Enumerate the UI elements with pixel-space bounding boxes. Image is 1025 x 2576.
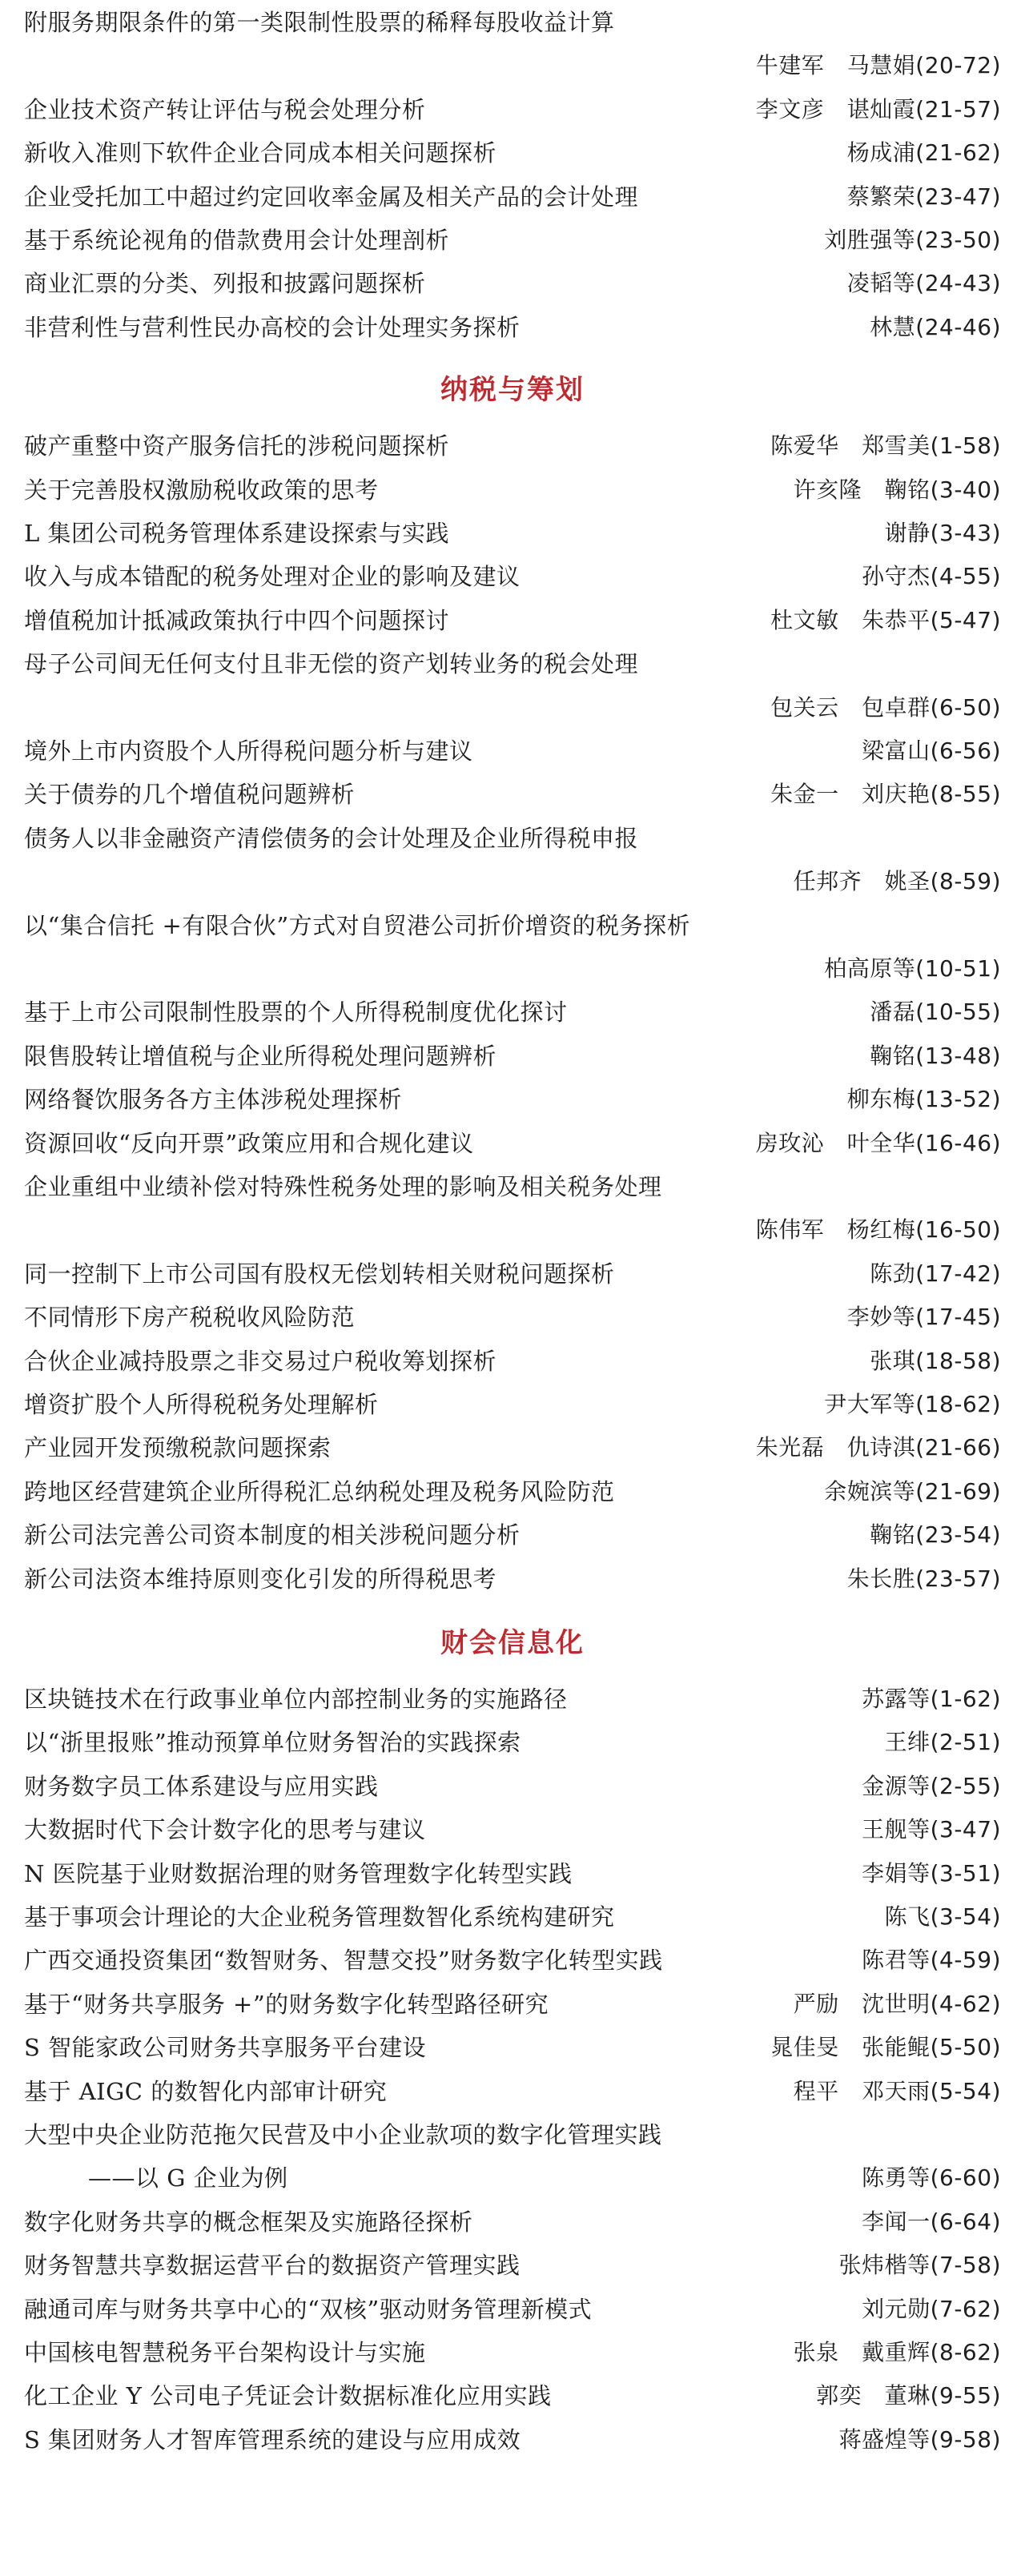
article-author-ref: 张琪(18-58) bbox=[870, 1347, 1001, 1374]
article-title: 基于“财务共享服务 +”的财务数字化转型路径研究 bbox=[24, 1990, 549, 2018]
toc-entry bbox=[24, 0, 1001, 43]
toc-entry bbox=[24, 1121, 1001, 1164]
article-author-ref: 杨成浦(21-62) bbox=[846, 139, 1001, 167]
article-title: 以“集合信托 +有限合伙”方式对自贸港公司折价增资的税务探析 bbox=[24, 911, 691, 939]
article-title: 化工企业 Y 公司电子凭证会计数据标准化应用实践 bbox=[24, 2382, 552, 2410]
toc-entry bbox=[24, 2287, 1001, 2330]
toc-entry bbox=[24, 1677, 1001, 1720]
toc-entry bbox=[24, 554, 1001, 597]
toc-entry bbox=[24, 424, 1001, 467]
toc-entry bbox=[24, 2112, 1001, 2156]
article-author-ref: 程平 邓天雨(5-54) bbox=[793, 2077, 1001, 2104]
toc-entry bbox=[24, 641, 1001, 685]
section-heading bbox=[0, 366, 1025, 414]
toc-entry bbox=[24, 43, 1001, 86]
article-author-ref: 蔡繁荣(23-47) bbox=[846, 183, 1001, 210]
toc-entry bbox=[24, 2330, 1001, 2373]
article-author-ref: 陈伟军 杨红梅(16-50) bbox=[755, 1216, 1001, 1244]
article-author-ref: 包关云 包卓群(6-50) bbox=[770, 693, 1001, 721]
article-title: 企业技术资产转让评估与税会处理分析 bbox=[24, 95, 426, 123]
article-author-ref: 陈爱华 郑雪美(1-58) bbox=[770, 432, 1001, 460]
article-title: 新公司法资本维持原则变化引发的所得税思考 bbox=[24, 1565, 497, 1593]
article-title: 增值税加计抵减政策执行中四个问题探讨 bbox=[24, 606, 450, 634]
article-title: 关于完善股权激励税收政策的思考 bbox=[24, 476, 379, 504]
article-author-ref: 陈勇等(6-60) bbox=[862, 2164, 1001, 2192]
article-title: N 医院基于业财数据治理的财务管理数字化转型实践 bbox=[24, 1859, 573, 1887]
toc-entry bbox=[24, 1557, 1001, 1600]
article-title: 非营利性与营利性民办高校的会计处理实务探析 bbox=[24, 313, 521, 341]
toc-entry bbox=[24, 2417, 1001, 2461]
article-title: 产业园开发预缴税款问题探索 bbox=[24, 1434, 332, 1462]
article-title: 资源回收“反向开票”政策应用和合规化建议 bbox=[24, 1129, 474, 1157]
toc-entry bbox=[24, 1851, 1001, 1895]
article-title: 企业受托加工中超过约定回收率金属及相关产品的会计处理 bbox=[24, 183, 639, 211]
article-title: 新公司法完善公司资本制度的相关涉税问题分析 bbox=[24, 1521, 521, 1549]
article-title: S 智能家政公司财务共享服务平台建设 bbox=[24, 2034, 427, 2062]
article-title: ——以 G 企业为例 bbox=[88, 2164, 288, 2192]
toc-entry bbox=[24, 1295, 1001, 1338]
article-author-ref: 刘胜强等(23-50) bbox=[824, 227, 1001, 253]
toc-entry bbox=[24, 511, 1001, 554]
article-title: 广西交通投资集团“数智财务、智慧交投”财务数字化转型实践 bbox=[24, 1947, 663, 1975]
article-author-ref: 鞠铭(13-48) bbox=[870, 1042, 1001, 1069]
toc-entry bbox=[24, 261, 1001, 304]
toc-entry bbox=[24, 1339, 1001, 1382]
article-author-ref: 刘元勋(7-62) bbox=[862, 2295, 1001, 2322]
toc-entry bbox=[24, 1208, 1001, 1251]
toc-entry bbox=[24, 1807, 1001, 1851]
article-author-ref: 尹大军等(18-62) bbox=[824, 1391, 1001, 1417]
article-author-ref: 李妙等(17-45) bbox=[846, 1304, 1001, 1331]
article-author-ref: 柏高原等(10-51) bbox=[824, 955, 1001, 982]
toc-entry bbox=[24, 946, 1001, 990]
article-title: 财务智慧共享数据运营平台的数据资产管理实践 bbox=[24, 2252, 521, 2280]
article-title: 关于债券的几个增值税问题辨析 bbox=[24, 781, 356, 809]
toc-entry bbox=[24, 1252, 1001, 1295]
toc-entry bbox=[24, 772, 1001, 815]
toc-entry bbox=[24, 685, 1001, 729]
article-title: 合伙企业减持股票之非交易过户税收筹划探析 bbox=[24, 1347, 497, 1375]
article-title: L 集团公司税务管理体系建设探索与实践 bbox=[24, 520, 449, 547]
article-author-ref: 杜文敏 朱恭平(5-47) bbox=[770, 606, 1001, 633]
article-title: 同一控制下上市公司国有股权无偿划转相关财税问题探析 bbox=[24, 1260, 615, 1288]
article-title: 网络餐饮服务各方主体涉税处理探析 bbox=[24, 1086, 403, 1114]
toc-entry bbox=[24, 1077, 1001, 1120]
toc-entry bbox=[24, 1382, 1001, 1425]
article-title: 基于上市公司限制性股票的个人所得税制度优化探讨 bbox=[24, 999, 568, 1027]
toc-entry bbox=[24, 1513, 1001, 1556]
article-author-ref: 张泉 戴重辉(8-62) bbox=[793, 2339, 1001, 2365]
toc-entry bbox=[24, 816, 1001, 859]
article-author-ref: 陈君等(4-59) bbox=[862, 1947, 1001, 1974]
article-author-ref: 牛建军 马慧娟(20-72) bbox=[755, 52, 1001, 79]
toc-entry bbox=[24, 903, 1001, 946]
toc-entry bbox=[24, 1425, 1001, 1469]
toc-entry bbox=[24, 990, 1001, 1033]
article-author-ref: 房玫沁 叶全华(16-46) bbox=[755, 1129, 1001, 1156]
article-title: 大型中央企业防范拖欠民营及中小企业款项的数字化管理实践 bbox=[24, 2121, 662, 2148]
article-author-ref: 林慧(24-46) bbox=[870, 313, 1001, 340]
article-title: 区块链技术在行政事业单位内部控制业务的实施路径 bbox=[24, 1686, 568, 1713]
toc-entry bbox=[24, 468, 1001, 511]
article-title: 境外上市内资股个人所得税问题分析与建议 bbox=[24, 737, 473, 765]
article-author-ref: 凌韬等(24-43) bbox=[846, 270, 1001, 297]
article-title: 附服务期限条件的第一类限制性股票的稀释每股收益计算 bbox=[24, 9, 615, 36]
toc-entry bbox=[24, 1938, 1001, 1981]
article-title: 数字化财务共享的概念框架及实施路径探析 bbox=[24, 2208, 473, 2236]
article-title: 企业重组中业绩补偿对特殊性税务处理的影响及相关税务处理 bbox=[24, 1173, 662, 1200]
article-title: 增资扩股个人所得税税务处理解析 bbox=[24, 1391, 379, 1418]
article-title: 大数据时代下会计数字化的思考与建议 bbox=[24, 1816, 426, 1844]
toc-entry bbox=[24, 2069, 1001, 2112]
toc-entry bbox=[24, 598, 1001, 641]
article-author-ref: 李文彦 谌灿霞(21-57) bbox=[755, 95, 1001, 123]
article-author-ref: 李娟等(3-51) bbox=[862, 1859, 1001, 1887]
toc-entry bbox=[24, 1164, 1001, 1208]
toc-entry bbox=[24, 131, 1001, 174]
article-author-ref: 张炜楷等(7-58) bbox=[838, 2252, 1001, 2279]
toc-entry bbox=[24, 729, 1001, 772]
article-author-ref: 王舰等(3-47) bbox=[862, 1816, 1001, 1843]
toc-entry bbox=[24, 2156, 1001, 2199]
article-author-ref: 朱光磊 仇诗淇(21-66) bbox=[755, 1434, 1001, 1461]
section-heading bbox=[0, 1619, 1025, 1667]
article-title: 融通司库与财务共享中心的“双核”驱动财务管理新模式 bbox=[24, 2295, 593, 2323]
section-heading-text: 纳税与筹划 bbox=[440, 374, 585, 407]
toc-entry bbox=[24, 1982, 1001, 2025]
article-author-ref: 朱金一 刘庆艳(8-55) bbox=[770, 781, 1001, 808]
article-author-ref: 谢静(3-43) bbox=[884, 520, 1001, 546]
article-author-ref: 鞠铭(23-54) bbox=[870, 1521, 1001, 1549]
article-author-ref: 郭奕 董琳(9-55) bbox=[816, 2382, 1001, 2409]
article-title: 收入与成本错配的税务处理对企业的影响及建议 bbox=[24, 563, 521, 591]
toc-entry bbox=[24, 1034, 1001, 1077]
toc-entry bbox=[24, 1895, 1001, 1938]
article-title: 限售股转让增值税与企业所得税处理问题辨析 bbox=[24, 1042, 497, 1070]
article-author-ref: 陈飞(3-54) bbox=[884, 1903, 1001, 1930]
article-author-ref: 晁佳旻 张能鲲(5-50) bbox=[770, 2034, 1001, 2061]
article-title: 跨地区经营建筑企业所得税汇总纳税处理及税务风险防范 bbox=[24, 1477, 615, 1505]
article-author-ref: 孙守杰(4-55) bbox=[862, 563, 1001, 590]
article-title: 新收入准则下软件企业合同成本相关问题探析 bbox=[24, 139, 497, 167]
article-title: 基于系统论视角的借款费用会计处理剖析 bbox=[24, 227, 450, 254]
article-author-ref: 陈劲(17-42) bbox=[870, 1260, 1001, 1287]
article-title: 财务数字员工体系建设与应用实践 bbox=[24, 1772, 379, 1800]
toc-entry bbox=[24, 2200, 1001, 2243]
article-title: 破产重整中资产服务信托的涉税问题探析 bbox=[24, 432, 450, 460]
article-author-ref: 潘磊(10-55) bbox=[870, 999, 1001, 1026]
article-author-ref: 蒋盛煌等(9-58) bbox=[838, 2425, 1001, 2453]
article-author-ref: 金源等(2-55) bbox=[862, 1772, 1001, 1799]
toc-entry bbox=[24, 305, 1001, 348]
article-author-ref: 梁富山(6-56) bbox=[862, 737, 1001, 764]
article-author-ref: 李闻一(6-64) bbox=[862, 2208, 1001, 2235]
article-author-ref: 许亥隆 鞠铭(3-40) bbox=[793, 476, 1001, 503]
toc-entry bbox=[24, 2243, 1001, 2286]
toc-entry bbox=[24, 2025, 1001, 2068]
toc-entry bbox=[24, 87, 1001, 131]
toc-entry bbox=[24, 1720, 1001, 1763]
article-title: 商业汇票的分类、列报和披露问题探析 bbox=[24, 270, 426, 298]
article-author-ref: 王绯(2-51) bbox=[884, 1729, 1001, 1756]
article-title: 基于事项会计理论的大企业税务管理数智化系统构建研究 bbox=[24, 1903, 615, 1931]
toc-entry bbox=[24, 2373, 1001, 2417]
toc-entry bbox=[24, 1469, 1001, 1513]
article-title: 基于 AIGC 的数智化内部审计研究 bbox=[24, 2077, 388, 2105]
toc-entry bbox=[24, 859, 1001, 902]
toc-entry bbox=[24, 1764, 1001, 1807]
article-title: 债务人以非金融资产清偿债务的会计处理及企业所得税申报 bbox=[24, 824, 639, 852]
article-title: 不同情形下房产税税收风险防范 bbox=[24, 1304, 356, 1332]
article-author-ref: 严励 沈世明(4-62) bbox=[793, 1990, 1001, 2017]
article-author-ref: 任邦齐 姚圣(8-59) bbox=[793, 868, 1001, 895]
toc-entry bbox=[24, 175, 1001, 218]
section-heading-text: 财会信息化 bbox=[440, 1627, 585, 1659]
article-title: 中国核电智慧税务平台架构设计与实施 bbox=[24, 2339, 426, 2366]
article-author-ref: 苏露等(1-62) bbox=[862, 1686, 1001, 1712]
article-title: 以“浙里报账”推动预算单位财务智治的实践探索 bbox=[24, 1729, 521, 1757]
article-author-ref: 柳东梅(13-52) bbox=[846, 1086, 1001, 1113]
article-author-ref: 余婉滨等(21-69) bbox=[824, 1477, 1001, 1505]
article-author-ref: 朱长胜(23-57) bbox=[846, 1565, 1001, 1592]
article-title: S 集团财务人才智库管理系统的建设与应用成效 bbox=[24, 2425, 521, 2453]
article-title: 母子公司间无任何支付且非无偿的资产划转业务的税会处理 bbox=[24, 650, 639, 678]
toc-entry bbox=[24, 218, 1001, 261]
